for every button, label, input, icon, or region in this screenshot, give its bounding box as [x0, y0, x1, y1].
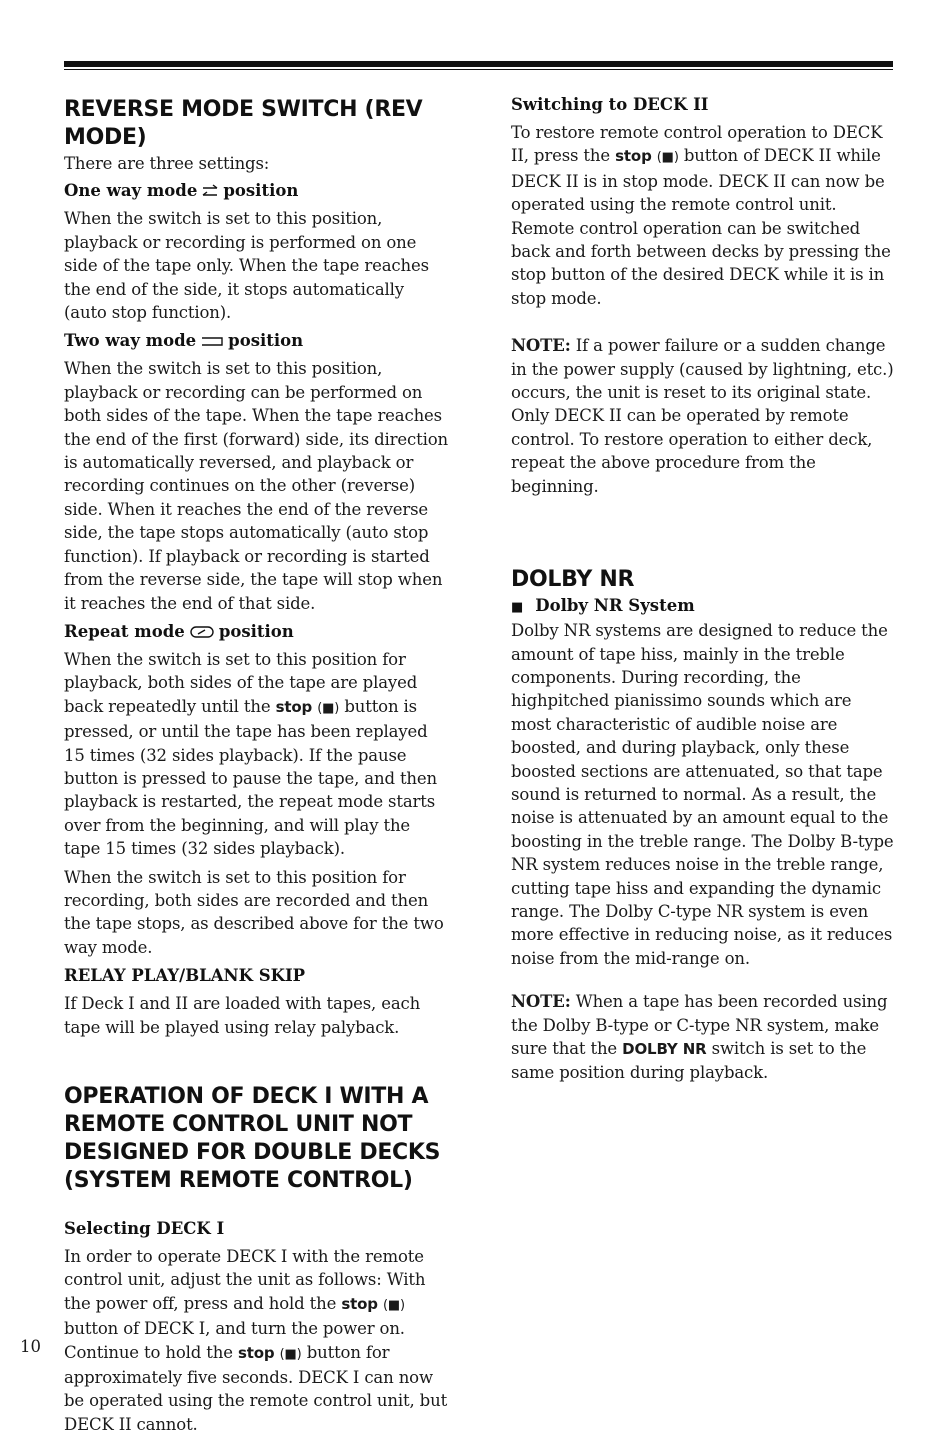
left-column [64, 96, 448, 1436]
stop-button-label: stop [237, 1343, 275, 1362]
selecting-deck-i-text: In order to operate DECK I with the remote control unit, adjust the unit as follows: With the power off, press and hold the stop (■) button of DECK I, and turn the power on. Continue to hold the stop (■) button for approximately five seconds. DECK I can now be operated using the remote control unit, but DECK II cannot. [64, 1247, 448, 1434]
header-rule-thick [64, 61, 893, 67]
repeat-heading: Repeat mode position [64, 621, 294, 641]
dolby-nr-text: Dolby NR systems are designed to reduce the amount of tape hiss, mainly in the treble components. During recording, the highpitched pianissimo sounds which are most characteristic of audible noise are boosted, and during playback, only these boosted sections are attenuated, so that tape sound is returned to normal. As a result, the noise is attenuated by an amount equal to the boosting in the treble range. The Dolby B-type NR system reduces noise in the treble range, cutting tape hiss and expanding the dynamic range. The Dolby C-type NR system is even more effective in reducing noise, as it reduces noise from the mid-range on. [511, 621, 894, 968]
dolby-nr-system-heading: ■ Dolby NR System [511, 596, 695, 616]
relay-text: If Deck I and II are loaded with tapes, each tape will be played using relay palyback. [64, 994, 421, 1037]
two-way-mode-icon [200, 334, 224, 348]
switching-deck-ii-heading: Switching to DECK II [511, 95, 709, 114]
relay-heading: RELAY PLAY/BLANK SKIP [64, 966, 306, 986]
note-label: NOTE: [511, 992, 571, 1012]
page-number: 10 [20, 1337, 41, 1356]
dolby-nr-title: DOLBY NR [511, 567, 635, 593]
bullet-square-icon: ■ [511, 600, 524, 616]
header-rule-thin [64, 69, 893, 70]
selecting-deck-i-heading: Selecting DECK I [64, 1219, 225, 1238]
one-way-heading: One way mode position [64, 181, 299, 201]
two-way-heading: Two way mode position [64, 331, 304, 351]
stop-symbol: (■) [382, 1297, 405, 1313]
note-label: NOTE: [511, 336, 571, 356]
switching-note: NOTE: If a power failure or a sudden change in the power supply (caused by lightning, etc.) occurs, the unit is reset to its original state. Only DECK II can be operated by remote control. To restore operation to either deck, repeat the above procedure from the beginning. [511, 336, 894, 496]
operation-title: OPERATION OF DECK I WITH A REMOTE CONTROL UNIT NOT DESIGNED FOR DOUBLE DECKS (SYSTEM REMOTE CONTROL) [64, 1084, 441, 1193]
reverse-intro: There are three settings: [64, 154, 270, 173]
two-way-text: When the switch is set to this position, playback or recording can be performed on both sides of the tape. When the tape reaches the end of the first (forward) side, its direction is automatically reversed, and playback or recording continues on the other (reverse) side. When it reaches the end of the reverse side, the tape stops automatically (auto stop function). If playback or recording is started from the reverse side, the tape will stop when it reaches the end of that side. [64, 359, 448, 613]
repeat-text-recording: When the switch is set to this position for recording, both sides are recorded and then the tape stops, as described above for the two way mode. [64, 867, 444, 957]
reverse-mode-title: REVERSE MODE SWITCH (REV MODE) [64, 97, 423, 150]
dolby-nr-switch-label: DOLBY NR [622, 1040, 707, 1058]
dolby-note: NOTE: When a tape has been recorded using the Dolby B-type or C-type NR system, make sure that the DOLBY NR switch is set to the same position during playback. [511, 992, 888, 1083]
stop-symbol: (■) [317, 700, 340, 716]
one-way-text: When the switch is set to this position, playback or recording is performed on one side of the tape only. When the tape reaches the end of the side, it stops automatically (auto stop function). [64, 209, 429, 323]
repeat-text-playback: When the switch is set to this position for playback, both sides of the tape are played back repeatedly until the stop (■) button is pressed, or until the tape has been replayed 15 times (32 sides playback). If the pause button is pressed to pause the tape, and then playback is restarted, the repeat mode starts over from the beginning, and will play the tape 15 times (32 sides playback). [64, 649, 438, 859]
stop-button-label: stop [275, 697, 313, 716]
stop-symbol: (■) [279, 1346, 302, 1362]
repeat-mode-icon [189, 625, 215, 639]
stop-button-label: stop [615, 147, 652, 166]
right-column [511, 93, 895, 1085]
switching-deck-ii-text: To restore remote control operation to DECK II, press the stop (■) button of DECK II while DECK II is in stop mode. DECK II can now be operated using the remote control unit. Remote control operation can be switched back and forth between decks by pressing the stop button of the desired DECK while it is in stop mode. [511, 123, 891, 308]
stop-button-label: stop [341, 1294, 378, 1313]
stop-symbol: (■) [656, 150, 679, 166]
one-way-mode-icon [201, 184, 219, 198]
